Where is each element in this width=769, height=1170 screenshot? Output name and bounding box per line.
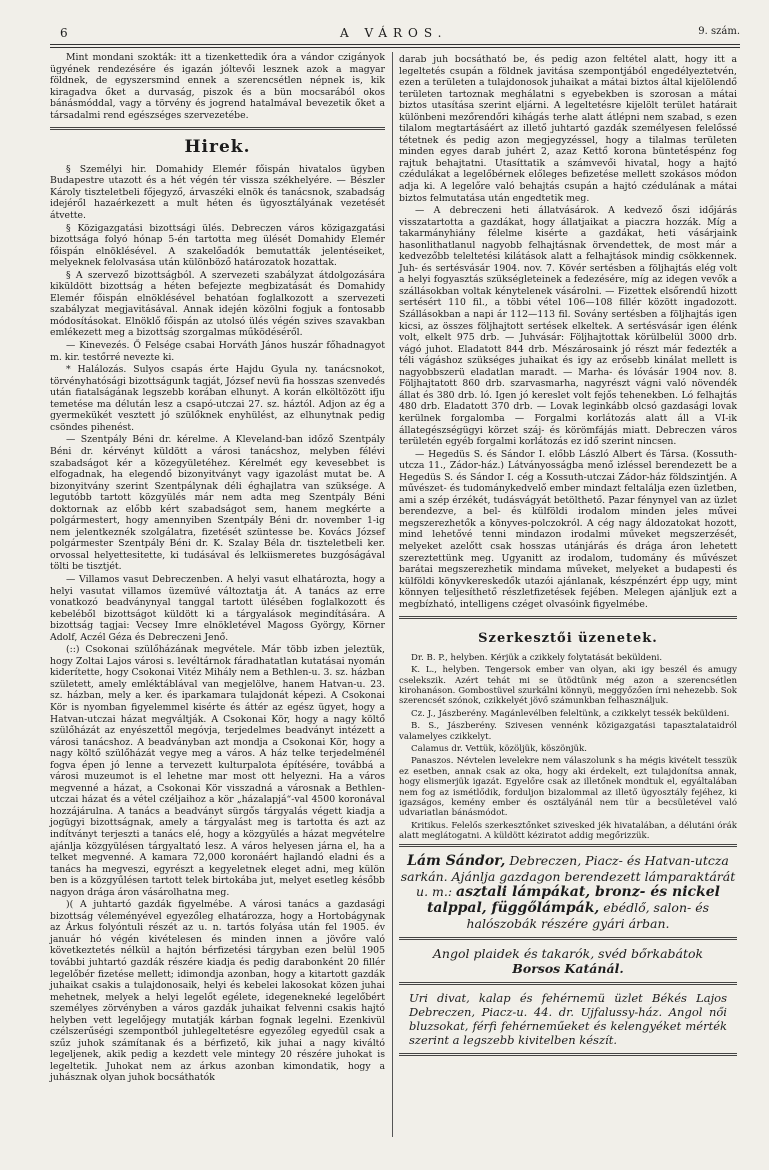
news-item: — Hegedüs S. és Sándor I. előbb László Albert és Társa. (Kossuth-utcza 11., Zádor-ház.) Látványosságba menő izléssel berendezett be a Hegedüs S. és Sándor I. cég a Kossuth-utczai Zádor-ház földszintjén. A művészet- és tudománykedvelő ember mindazt feltalálja ezen üzletben, ami a szép érzékét, tudásvágyát betölthető. Pazar fénynyel van az üzlet berendezve, a bel- és külföldi irodalom minden jeles művei megszerezhetők a könyves-polczokról. A cég nagy áldozatokat hozott, mind lehetővé tenni mindazon irodalmi műveket megszerzését, melyeket azelőtt csak hosszas utánjárás és drága áron lehetett szereztettünk meg. Ugyanitt az irodalom, tudomány és művészet barátai megszerezhetik mindama műveket, melyeket a budapesti és külföldi könyvkereskedők utazói ajánlanak, készpénzért épp ugy, mint könnyen teljesíthető részletfizetések fejében. Melegen ajánljuk ezt a megbízható, intelligens czéget olvasóink figyelmébe. <box>399 448 737 610</box>
section-divider <box>50 127 385 130</box>
page-header <box>40 22 740 42</box>
header-rule <box>50 44 740 45</box>
intro-paragraph: Mint mondani szokták: itt a tizenkettedik óra a vándor czigányok ügyének rendezésére és igazán jóltevői lesznek azok a magyar földnek, de egyszersmind ennek a szerencsétlen népnek is, kik kiragadva őket a durvaság, piszok és a bün mocsarából okos bánásmóddal, vagy a törvény és jogrend hatalmával bevezetik őket a társadalmi rend egészséges szervezetébe. <box>50 52 385 121</box>
news-item: § Közigazgatási bizottsági ülés. Debreczen város közigazgatási bizottsága folyó hónap 5-én tartotta meg ülését Domahidy Elemér főispán elnöklésével. A szakelőadók bemutatták jelentéseiket, melyeknek felolvasása után különböző határozatok hozattak. <box>50 222 385 269</box>
editorial-messages-heading: Szerkesztői üzenetek. <box>478 631 658 647</box>
news-item: )( A juhtartó gazdák figyelmébe. A városi tanács a gazdasági bizottság véleményével egyezőleg elhatározza, hogy a Hortobágynak az Árkus folyóntuli részét az u. n. tartós folyása után fel 1905. év január hó végén kivételesen és minden innen a jövőre való következtetés nélkül a hajtón bérfizetési tárgyban ezen belül 1905 további juhtartó gazdák részére kiadja és pedig darabonként 20 fillér legelőbér fizetése mellett; idimondja azonban, hogy a kitartott gazdák juhaikat csakis a tulajdonosaik, helyi és kebelei lakosokat közen juhai mehetnek, melyek a helyi legelőt egélete, idegenekneké legelőbért személyes zörvényben a város gazdák juhaikat felvenni csakis hajtó helyben vett legelőjegy mutatják kárban fognak legelni. Ezenkivül czélszerűségi szempontból juhlegeltetésre egyezőleg egyedül csak a szűz juhok számítanak és a bérfizető, kik juhai a nagy kiváltó legeljenek, akik pedig a kezdett vele mintegy 20 részére juhokat is legeltetik. Juhokat nem az árkus azonban kimondatik, hogy a juhásznak olyan juhok bocsáthatók <box>50 899 385 1084</box>
news-item: — Villamos vasut Debreczenben. A helyi vasut elhatározta, hogy a helyi vasutat villamos üzemüvé változtatja át. A tanács az erre vonatkozó beadványnyal tanggal tartott ülésében foglalkozott és kebeléből bizottságot küldött ki a tárgyalások megindítására. A bizottság tagjai: Vecsey Imre elnökletével Magoss György, Körner Adolf, Aczél Géza és Debreczeni Jenő. <box>50 573 385 643</box>
ad-text: ebédlő, salon- és halószobák részére gyári árban. <box>466 899 710 931</box>
editorial-messages <box>399 653 737 842</box>
news-item: § A szervező bizottságból. A szervezeti szabályzat átdolgozására kiküldött bizottság a héten befejezte megbizatását és Domahidy Elemér főispán elnöklésével behatóan foglalkozott a szervezeti szabályzat megjavitásával. Annak idején közölni fogjuk a fontosabb módosításokat. Elnöklő főispán az utolsó ülés végén szives szavakban emlékezett meg a bizottság szorgalmas működéséről. <box>50 269 385 339</box>
news-item: § Személyi hir. Domahidy Elemér főispán hivatalos ügyben Budapestre utazott és a hét végén tér vissza székhelyére. — Bészler Károly tiszteletbeli főjegyző, árvaszéki elnök és tanácsnok, szabadság idejéről hazaérkezett a mult héten és ügyosztályának vezetését átvette. <box>50 163 385 222</box>
advertisement-bekes-lajos: Uri divat, kalap és fehérnemü üzlet Békés Lajos Debreczen, Piacz-u. 44. dr. Ujfalussy-ház. Angol női bluzsokat, férfi fehérneműeket és kelengyéket mérték szerint a legszebb kivitelben készít. <box>399 982 737 1056</box>
left-column <box>50 52 385 1085</box>
newspaper-title: A VÁROS. <box>340 26 448 40</box>
news-item: — Kinevezés. Ő Felsége csabai Horváth János huszár főhadnagyot m. kir. testőrré nevezte ki. <box>50 340 385 363</box>
editorial-message: K. L., helyben. Tengersok ember van olyan, aki igy beszél és amugy cselekszik. Azért tehát mi se ütödtünk még azon a szerencsétlen kirohanáson. Gombostüvel szurkálni könnyü, meggyőzően írni nehezebb. Sok szerencsét szónok, czikkelyét jövő számunkban felhasználjuk. <box>399 665 737 707</box>
page-number: 6 <box>60 26 68 40</box>
editorial-message: Cz. J., Jászberény. Magánlevélben feleltünk, a czikkelyt tessék beküldeni. <box>411 708 730 719</box>
editorial-message: Kritikus. Felelős szerkesztőnket szivesked jék hivatalában, a délutáni órák alatt meglátogatni. A küldött kéziratot addig megőrizzük. <box>399 820 737 842</box>
editorial-message: Calamus dr. Vettük, közöljük, köszönjük. <box>411 744 588 755</box>
advertisement-lam-sandor <box>399 844 737 937</box>
news-item: — A debreczeni heti állatvásárok. A kedvező őszi időjárás visszatartotta a gazdákat, hogy állatjaikat a piaczra hozzák. Míg a takarmányhiány félelme kisérte a gazdákat, heti vásárjaink hasonlithatlanul nagyobb felhajtásnak örvendettek, de most már a kedvezőbb teleltetési kilátások alatt a felhajtások mindig csökkennek. Juh- és sertésvásár 1904. nov. 7. Kövér sertésben a följhajtás elég volt a helyi fogyasztás szükségleteinek a fedezésére, míg az idegen vevők a szállásokban voltak kénytelenek vásárolni. — Fizettek elsőrendű hizott sertésért 110 fil., a többi vétel 106—108 fillér között ingadozott. Szállásokban a napi ár 112—113 fil. Sovány sertésben a följhajtás igen kicsi, az összes följhajtott sertések elkeltek. A sertésvásár igen élénk volt, elkelt 975 drb. — Juhvásár: Följhajtottak körülbelül 3000 drb. vágó juhot. Eladatott 844 drb. Mészárosaink jó részt már fedezték a téli vágáshoz szükséges juhaikat és igy az erősebb kinálat mellett is nagyobbszerü eladatlan maradt. — Marha- és lóvásár 1904 nov. 8. Följhajtatott 860 drb. szarvasmarha, nagyrészt vágni való növendék állat és 380 drb. ló. Igen jó kereslet volt fejős tehenekben. Ló felhajtás 480 drb. Eladatott 370 drb. — Lovak leginkább olcsó gazdasági lovak kerülnek forgalomba — Forgalmi korlátozás alatt áll a VI-ik állategészségügyi körzet száj- és körömfájás miatt. Debreczen város területén egyéb forgalmi korlátozás ez idő szerint nincsen. <box>399 205 737 448</box>
editorial-message: Dr. B. P., helyben. Kérjük a czikkely folytatását beküldeni. <box>411 652 663 663</box>
advertisement-borsos-kata <box>399 937 737 982</box>
editorial-message: Panaszos. Névtelen levelekre nem válaszolunk s ha mégis kivételt tesszük ez esetben, annak csak az oka, hogy aki érdekelt, ezt tulajdonítsa annak, hogy elismerjük igazát. Egyelőre csak az illetőnek mondtuk el, egyáltalában nem fog az ismétlődik, forduljon bizalommal az illető ügyosztály fejéhez, ki igazságos, kemény ember és osztályánál nem tür a becsületével való udvariatlan bánásmódot. <box>399 756 737 819</box>
column-divider <box>392 52 393 1137</box>
section-divider <box>399 616 737 619</box>
ad-product-text: asztali lámpákat, bronz- és nickel talppal, függőlámpák, <box>426 883 720 916</box>
ad-text: Debreczen, Piacz- és Hatvan-utcza sarkán. Ajánlja gazdagon berendezett lámparaktárát u. m.: <box>400 852 736 899</box>
issue-number: 9. szám. <box>698 26 740 37</box>
header-rule-2 <box>50 47 740 48</box>
news-item: — Szentpály Béni dr. kérelme. A Kleveland-ban időző Szentpály Béni dr. kérvényt küldött a városi tanácshoz, melyben félévi szabadságot kér a közegyületéhez. Kérelmét egy kevesebbet is elfogadnak, ha elegendő bizonyitványt vagy igazolást mutat be. A bizonyitvány szerint Szentpálynak déli éghajlatra van szüksége. A legutóbb tartott közgyülés már nem adta meg Szentpály Béni doktornak az előbb kért szabadságot sem, hanem megkérte a polgármestert, hogy amennyiben Szentpály Béni dr. november 1-ig nem jelentkeznék szolgálatra, fizetését szüntesse be. Kovács József polgármester Szentpály Béni dr. K. Szalay Béla dr. tiszteletbeli ker. orvossal helyettesitette, ki tudásával és lelkiismeretes buzgóságával tölti be tisztjét. <box>50 434 385 573</box>
news-item: (::) Csokonai szülőházának megvétele. Már több izben jeleztük, hogy Zoltai Lajos városi s. levéltárnok fáradhatatlan kutatásai nyomán kiderítette, hogy Csokonai Vitéz Mihály nem a Bethlen-u. 3. sz. házban született, amely emléktáblával van megjelölve, hanem Hatvan-u. 23. sz. házban, mely a ker. és iparkamara tulajdonát képezi. A Csokonai Kör is nyomban figyelemmel kisérte és áttér az egész ügyet, hogy a Hatvan-utczai házat megváltják. A Csokonai Kör, hogy a nagy költő szülőházát az enyészettől megóvja, terjedelmes beadványt intézett a városi tanácshoz. A beadványban azt mondja a Csokonai Kör, hogy a nagy költő szülőházát vegye meg a város. A ház telke terjedelménél fogva épen jó lenne a tervezett kulturpalota építésére, továbbá a városi muzeumot is el lehetne mar most ott helyezni. Ha a város megvenné a házat, a Csokonai Kör visszadná a városnak a Bethlen-utczai házat és a vétel czéljaihoz a kör „házalapjá“-val 4500 koronával hozzájárulna. A tanács a beadványt sürgős tárgyalás végett kiadja a jogügyi bizottságnak, amely a tárgyalást meg is tartotta és azt az indítványt terjeszti a tanács elé, hogy a közgyülés a házat megvételre ajánlja közgyülésen tárgyaltató lesz. A város helyesen járna el, ha a telket megvenné. A kamara 72,000 koronáért hajlandó eladni és a tanács ha megveszi, egyrészt a kegyeletnek eleget adni, meg külön ben is a közgyűlésen tartott telek birtokába jut, melyet esetleg később nagyon drága áron vásárolhatna meg. <box>50 644 385 898</box>
ad-text: Angol plaidek és takarók, svéd bőrkabátok <box>432 945 704 961</box>
right-column <box>399 54 737 1056</box>
news-item: darab juh bocsátható be, és pedig azon feltétel alatt, hogy itt a legeltetés csupán a földnek javitása szempontjából engedélyeztetvén, ezen a területen a tulajdonosok juhaikat a mátai biztos által kijelölendő területen tartoznak meghálatni s egyebekben is szorosan a mátai biztos utasítása szerint eljárni. A legeltetésre kijelölt terület határait különbeni mezőrendőri kihágás terhe alatt átlépni nem szabad, s ezen tilalom megtartásáért az illető juhtartó gazdák személyesen felelőssé tétetnek és pedig azon megjegyzéssel, hogy a tilalmas területen minden egyes darab juhért 2, azaz Kettő korona büntetéspénz fog rajtuk behajtatni. Utasíttatik a számvevői hivatal, hogy a hajtó czédulákat a legelőbérnek előleges befizetése mellett szokásos módon adja ki. A legelőre való behajtás csupán a hajtó czédulának a mátai biztos felmutatása után engedtetik meg. <box>399 54 737 204</box>
ad-shop-name: Borsos Katánál. <box>512 960 624 976</box>
news-heading: Hirek. <box>184 137 251 158</box>
ad-shop-name: Lám Sándor, <box>407 852 506 869</box>
editorial-message: B. S., Jászberény. Szivesen vennénk közigazgatási tapasztalataidról valamelyes czikkelyt. <box>399 721 737 742</box>
news-item: * Haláloz​ás. Sulyos csapás érte Hajdu Gyula ny. tanácsnokot, törvényhatósági bizottságunk tagját, József nevü fia hosszas szenvedés után fiatalságának legszebb korában elhunyt. A korán elköltözött ifju temetése ma délután lesz a csapó-utczai 27. sz. háztól. Adjon az ég a gyermekükét vesztett jó szülőknek enyhülést, az elhunytnak pedig csöndes pihenést. <box>50 364 385 433</box>
